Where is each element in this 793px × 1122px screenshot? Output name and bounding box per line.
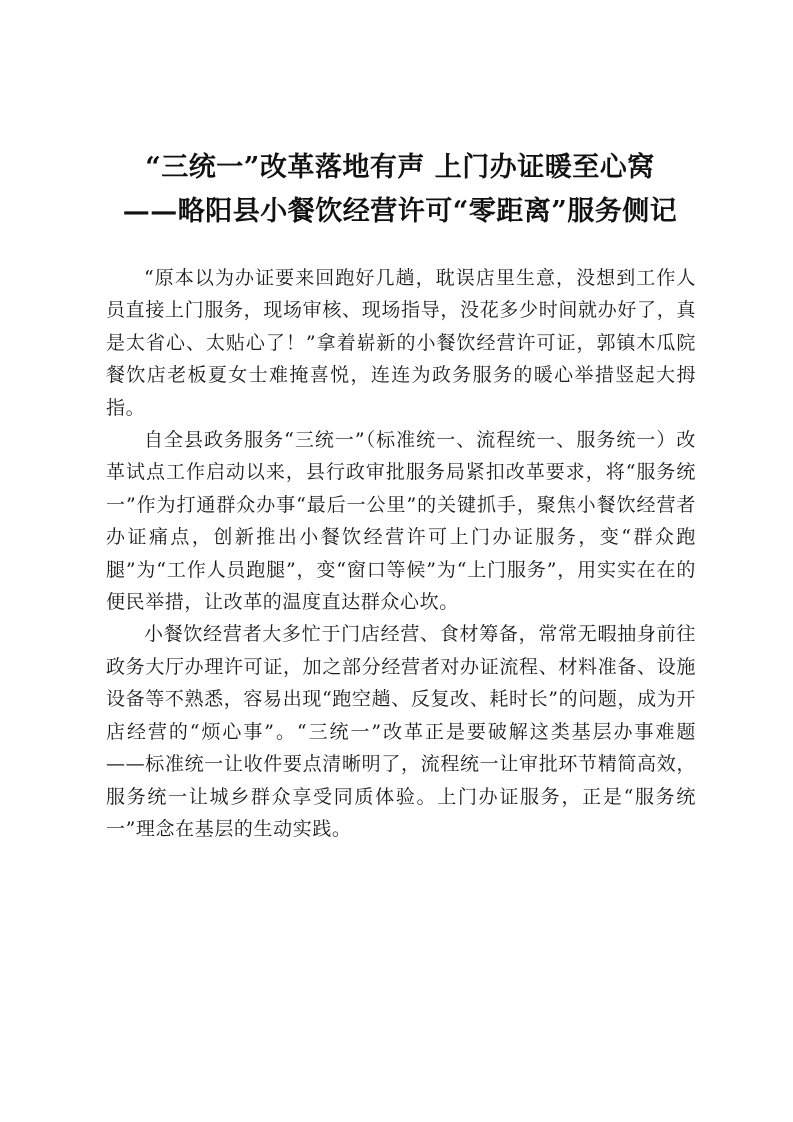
article-body	[106, 262, 696, 845]
title-subtitle: ——略阳县小餐饮经营许可“零距离”服务侧记	[122, 196, 678, 227]
paragraph-3: 小餐饮经营者大多忙于门店经营、食材筹备，常常无暇抽身前往政务大厅办理许可证，加之部分经营者对办证流程、材料准备、设施设备等不熟悉，容易出现“跑空趟、反复改、耗时长”的问题，成为开店经营的“烦心事”。“三统一”改革正是要破解这类基层办事难题——标准统一让收件要点清晰明了，流程统一让审批环节精简高效，服务统一让城乡群众享受同质体验。上门办证服务，正是“服务统一”理念在基层的生动实践。	[106, 623, 696, 840]
title-main: “三统一”改革落地有声 上门办证暖至心窝	[145, 152, 655, 183]
article-title	[60, 146, 740, 234]
paragraph-2: 自全县政务服务“三统一”（标准统一、流程统一、服务统一）改革试点工作启动以来，县行政审批服务局紧扣改革要求，将“服务统一”作为打通群众办事“最后一公里”的关键抓手，聚焦小餐饮经营者办证痛点，创新推出小餐饮经营许可上门办证服务，变“群众跑腿”为“工作人员跑腿”，变“窗口等候”为“上门服务”，用实实在在的便民举措，让改革的温度直达群众心坎。	[106, 429, 696, 614]
paragraph-1: “原本以为办证要来回跑好几趟，耽误店里生意，没想到工作人员直接上门服务，现场审核、现场指导，没花多少时间就办好了，真是太省心、太贴心了！”拿着崭新的小餐饮经营许可证，郭镇木瓜院餐饮店老板夏女士难掩喜悦，连连为政务服务的暖心举措竖起大拇指。	[106, 267, 696, 419]
